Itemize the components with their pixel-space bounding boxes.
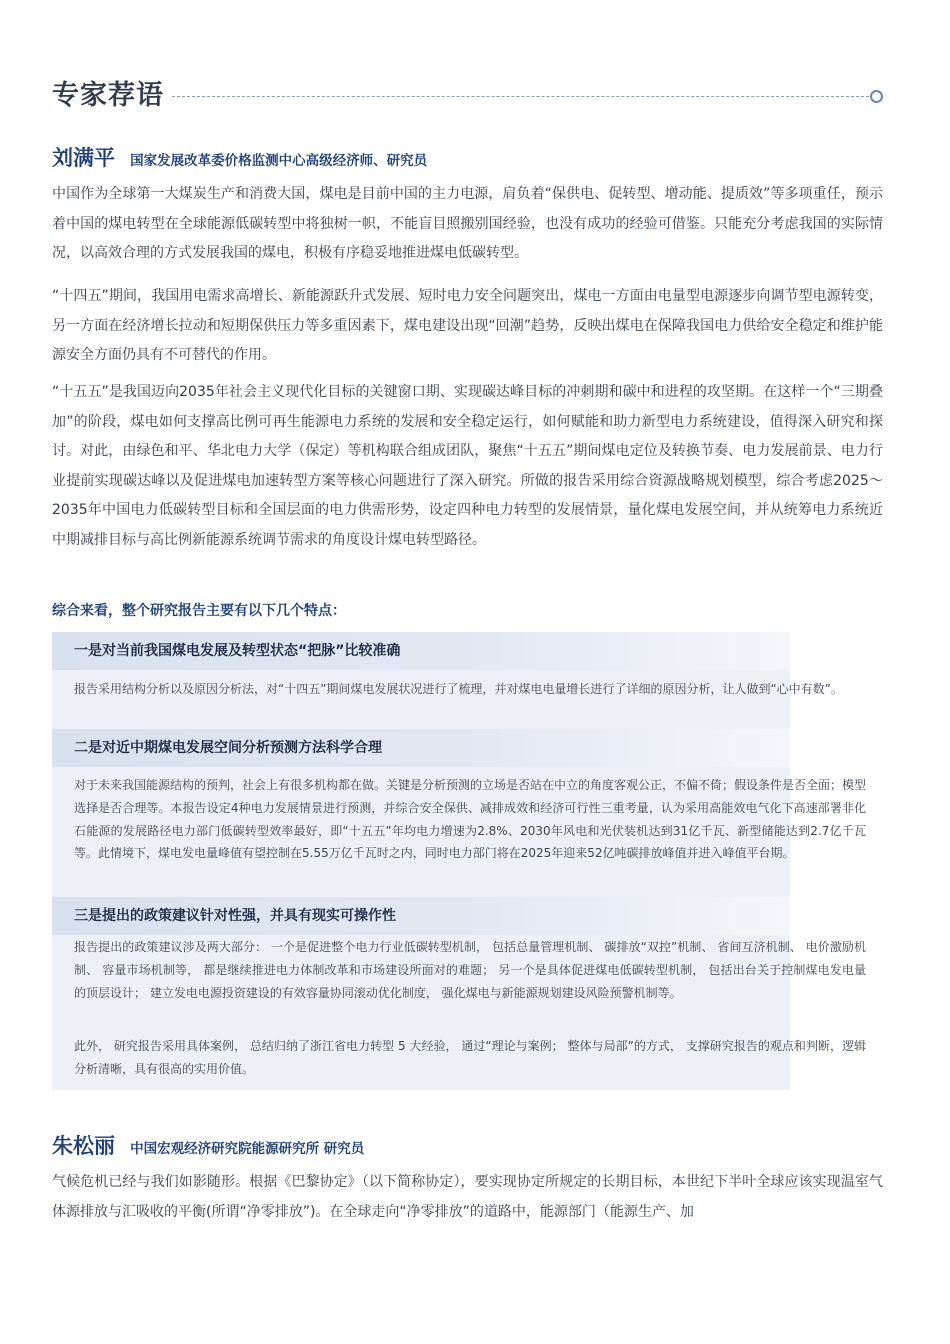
expert-name: 刘满平 <box>52 146 115 170</box>
feature-body: 对于未来我国能源结构的预判，社会上有很多机构都在做。关键是分析预测的立场是否站在中立的角度客观公正，不偏不倚；假设条件是否全面；模型选择是否合理等。本报告设定4种电力发展情景进行预测，并综合安全保供、减排成效和经济可行性三重考量，认为采用高能效电气化下高速部署非化石能源的发展路径电力部门低碳转型效率最好，即“十五五”年均电力增速为2.8%、2030年风电和光伏装机达到31亿千瓦、新型储能达到2.7亿千瓦等。此情境下，煤电发电量峰值有望控制在5.55万亿千瓦时之内，同时电力部门将在2025年迎来52亿吨碳排放峰值并进入峰值平台期。 <box>74 778 867 861</box>
feature-heading-text: 三是提出的政策建议针对性强，并具有现实可操作性 <box>74 908 396 924</box>
feature-heading-text: 一是对当前我国煤电发展及转型状态“把脉”比较准确 <box>74 643 401 659</box>
summary-label: 综合来看，整个研究报告主要有以下几个特点： <box>52 603 346 619</box>
feature-body: 报告提出的政策建议涉及两大部分： 一个是促进整个电力行业低碳转型机制， 包括总量管理机制、 碳排放“双控”机制、 省间互济机制、 电价激励机制、 容量市场机制等， 都是继续推进电力体制改革和市场建设所面对的难题； 另一个是具体促进煤电低碳转型机制， 包括出台关于控制煤电发电量的顶层设计； 建立发电电源投资建设的有效容量协同滚动优化制度， 强化煤电与新能源规划建设风险预警机制等。 <box>74 940 866 1000</box>
body-paragraph: “十四五”期间，我国用电需求高增长、新能源跃升式发展、短时电力安全问题突出，煤电一方面由电量型电源逐步向调节型电源转变，另一方面在经济增长拉动和短期保供压力等多重因素下，煤电建设出现“回潮”趋势，反映出煤电在保障我国电力供给安全稳定和维护能源安全方面仍具有不可替代的作用。 <box>52 288 883 363</box>
body-paragraph: 中国作为全球第一大煤炭生产和消费大国，煤电是目前中国的主力电源，肩负着“保供电、促转型、增动能、提质效”等多项重任，预示着中国的煤电转型在全球能源低碳转型中将独树一帜，不能盲目照搬别国经验，也没有成功的经验可借鉴。只能充分考虑我国的实际情况，以高效合理的方式发展我国的煤电，积极有序稳妥地推进煤电低碳转型。 <box>52 186 883 261</box>
expert-name: 朱松丽 <box>52 1134 115 1158</box>
header-circle-icon <box>870 90 883 103</box>
section-header <box>52 76 883 116</box>
expert-title: 国家发展改革委价格监测中心高级经济师、研究员 <box>130 153 428 169</box>
feature-body: 此外， 研究报告采用具体案例， 总结归纳了浙江省电力转型 5 大经验， 通过“理论与案例； 整体与局部”的方式， 支撑研究报告的观点和判断，逻辑分析清晰，具有很高的实用价值。 <box>74 1039 866 1076</box>
expert-heading-1 <box>52 142 883 172</box>
expert-title: 中国宏观经济研究院能源研究所 研究员 <box>130 1141 365 1157</box>
body-paragraph: “十五五”是我国迈向2035年社会主义现代化目标的关键窗口期、实现碳达峰目标的冲刺期和碳中和进程的攻坚期。在这样一个“三期叠加”的阶段，煤电如何支撑高比例可再生能源电力系统的发展和安全稳定运行，如何赋能和助力新型电力系统建设，值得深入研究和探讨。对此，由绿色和平、华北电力大学（保定）等机构联合组成团队，聚焦“十五五”期间煤电定位及转换节奏、电力发展前景、电力行业提前实现碳达峰以及促进煤电加速转型方案等核心问题进行了深入研究。所做的报告采用综合资源战略规划模型，综合考虑2025～2035年中国电力低碳转型目标和全国层面的电力供需形势，设定四种电力转型的发展情景，量化煤电发展空间，并从统筹电力系统近中期减排目标与高比例新能源系统调节需求的角度设计煤电转型路径。 <box>52 384 883 548</box>
features-panel <box>52 632 867 1090</box>
feature-heading-3 <box>52 897 790 935</box>
feature-heading-text: 二是对近中期煤电发展空间分析预测方法科学合理 <box>74 740 382 756</box>
body-paragraph: 气候危机已经与我们如影随形。根据《巴黎协定》（以下简称协定），要实现协定所规定的长期目标，本世纪下半叶全球应该实现温室气体源排放与汇吸收的平衡(所谓“净零排放”)。在全球走向“净零排放”的道路中，能源部门（能源生产、加 <box>52 1174 883 1220</box>
feature-body: 报告采用结构分析以及原因分析法，对“十四五”期间煤电发展状况进行了梳理，并对煤电电量增长进行了详细的原因分析，让人做到“心中有数”。 <box>74 682 843 696</box>
section-title: 专家荐语 <box>52 80 164 111</box>
feature-heading-2 <box>52 729 790 767</box>
feature-heading-1 <box>52 632 790 670</box>
expert-heading-2 <box>52 1130 883 1160</box>
header-dashed-divider <box>172 96 869 97</box>
